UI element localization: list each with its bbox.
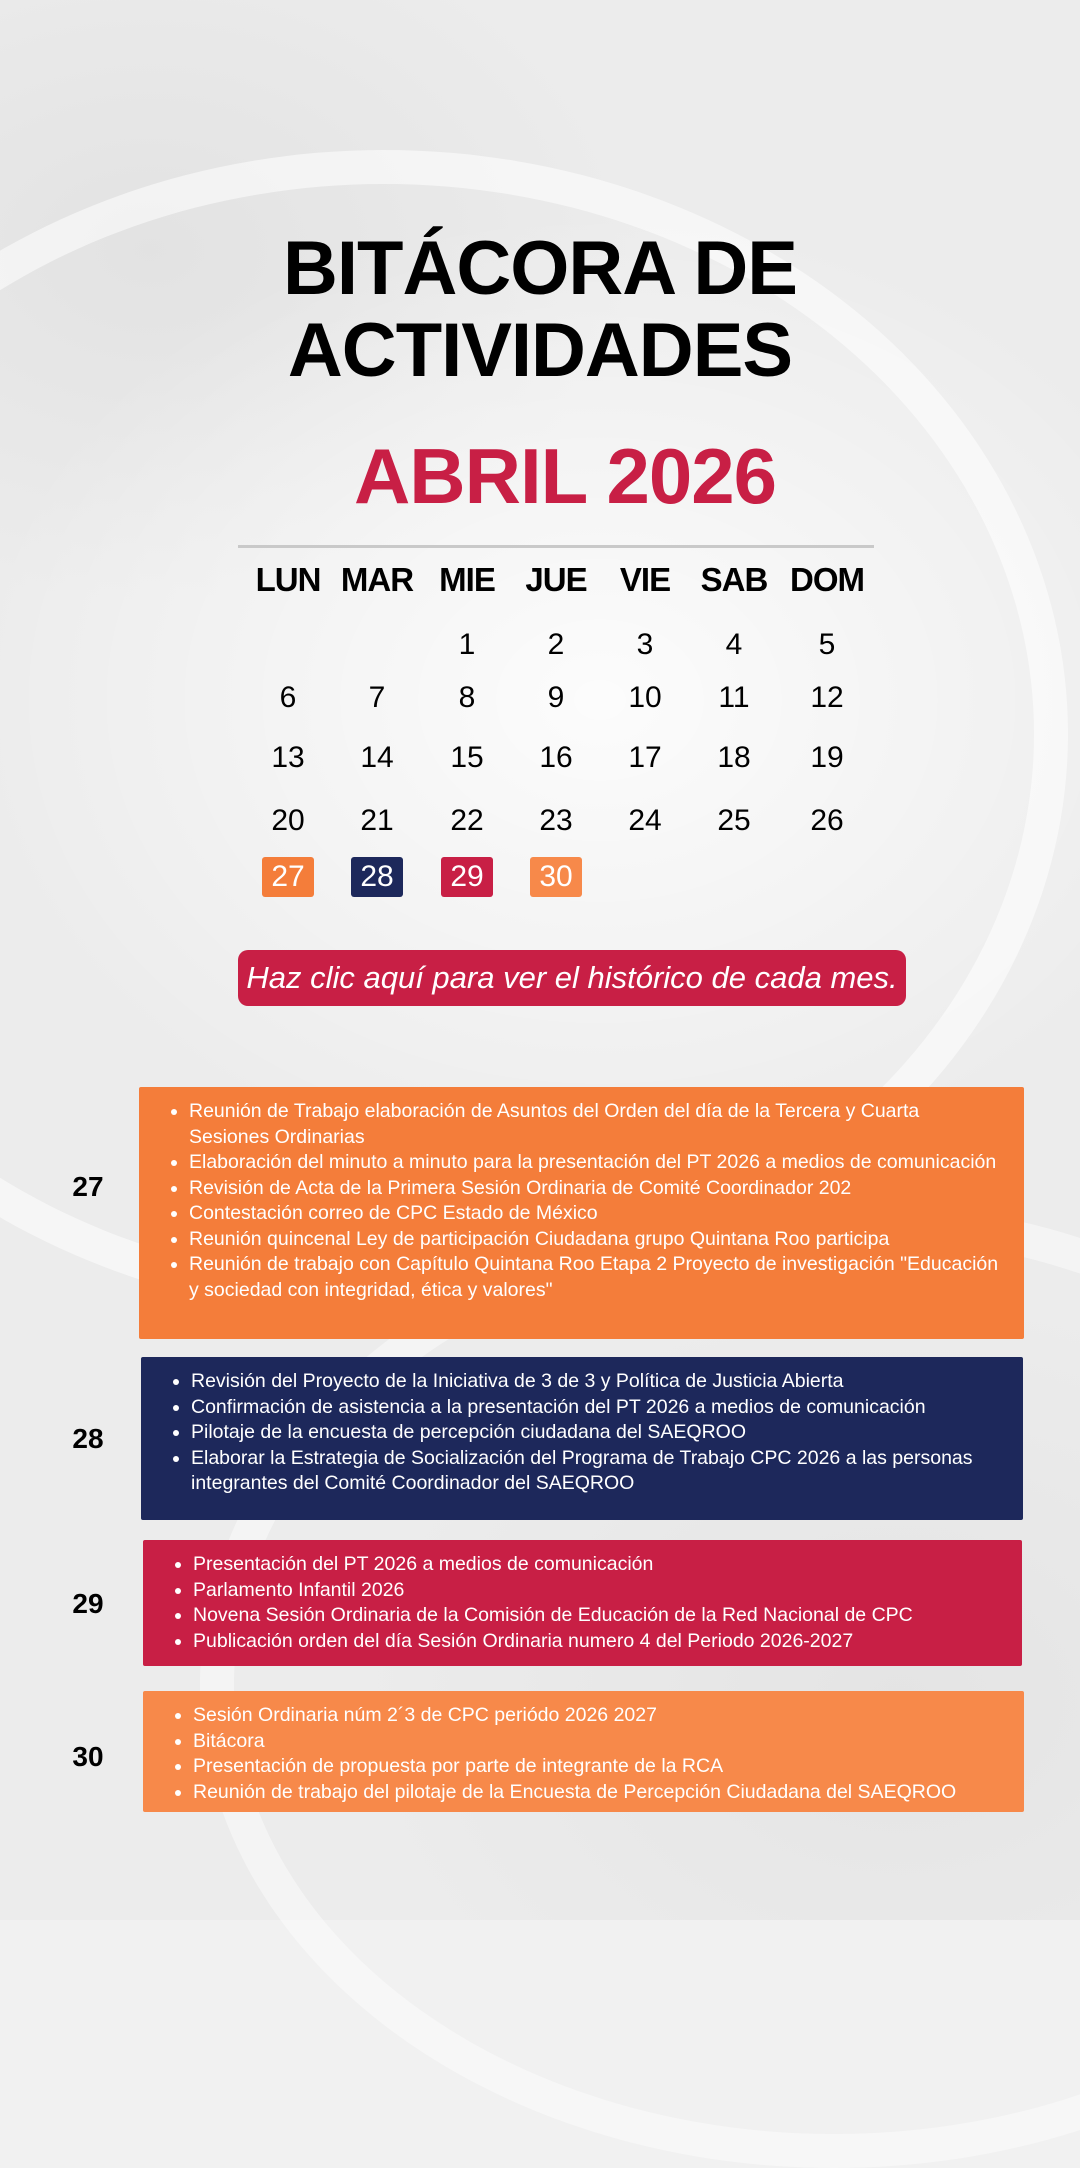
- activity-item: • Pilotaje de la encuesta de percepción ciudadana del SAEQROO: [191, 1420, 1003, 1446]
- activity-card: [143, 1691, 1024, 1812]
- activity-list: [173, 1703, 1004, 1805]
- activity-day-number: 29: [72, 1588, 104, 1619]
- calendar-day: 15: [450, 741, 484, 774]
- weekday-header: MAR: [340, 561, 414, 598]
- calendar-day: 16: [539, 741, 573, 774]
- activity-list: [173, 1552, 1002, 1654]
- calendar-divider: [238, 545, 874, 548]
- calendar-day: 25: [717, 804, 751, 837]
- calendar-day: 21: [360, 804, 394, 837]
- activity-item: • Sesión Ordinaria núm 2´3 de CPC periódo 2026 2027: [193, 1703, 1004, 1729]
- activity-item: • Reunión de trabajo con Capítulo Quintana Roo Etapa 2 Proyecto de investigación "Educación y sociedad con integridad, ética y valores": [189, 1252, 1004, 1303]
- weekday-header: DOM: [790, 561, 864, 598]
- activity-item: • Revisión del Proyecto de la Iniciativa de 3 de 3 y Política de Justicia Abierta: [191, 1369, 1003, 1395]
- calendar-day: 9: [547, 681, 565, 714]
- calendar-day-highlighted[interactable]: 30: [530, 857, 582, 897]
- activity-item: • Elaborar la Estrategia de Socialización del Programa de Trabajo CPC 2026 a las personas integrantes del Comité Coordinador del SAEQROO: [191, 1446, 1003, 1497]
- calendar-day-highlighted[interactable]: 28: [351, 857, 403, 897]
- calendar-day: 4: [725, 628, 743, 661]
- activity-list: [169, 1099, 1004, 1303]
- calendar-day: 6: [279, 681, 297, 714]
- month-heading: ABRIL 2026: [353, 432, 777, 520]
- calendar-day: 13: [271, 741, 305, 774]
- calendar-day: 2: [547, 628, 565, 661]
- calendar-day: 8: [458, 681, 476, 714]
- calendar-day: 10: [628, 681, 662, 714]
- weekday-header: LUN: [255, 561, 321, 598]
- activity-item: • Confirmación de asistencia a la presentación del PT 2026 a medios de comunicación: [191, 1395, 1003, 1421]
- calendar-day: 14: [360, 741, 394, 774]
- calendar-day: 7: [368, 681, 386, 714]
- activity-card: [143, 1540, 1022, 1666]
- calendar-day: 26: [810, 804, 844, 837]
- activity-item: • Parlamento Infantil 2026: [193, 1578, 1002, 1604]
- activity-item: • Elaboración del minuto a minuto para la presentación del PT 2026 a medios de comunicación: [189, 1150, 1004, 1176]
- calendar-day: 20: [271, 804, 305, 837]
- activity-list: [171, 1369, 1003, 1497]
- calendar-day: 1: [458, 628, 476, 661]
- calendar-day-highlighted[interactable]: 27: [262, 857, 314, 897]
- weekday-header: SAB: [700, 561, 768, 598]
- weekday-header: MIE: [439, 561, 495, 598]
- calendar-day: 12: [810, 681, 844, 714]
- activity-item: • Bitácora: [193, 1729, 1004, 1755]
- activity-item: • Contestación correo de CPC Estado de México: [189, 1201, 1004, 1227]
- activity-day-number: 30: [72, 1741, 104, 1772]
- page-title: [0, 228, 1080, 392]
- activity-item: • Presentación de propuesta por parte de integrante de la RCA: [193, 1754, 1004, 1780]
- calendar-day: 3: [636, 628, 654, 661]
- calendar-day: 18: [717, 741, 751, 774]
- background-swoosh: [200, 1200, 1080, 2168]
- weekday-header: JUE: [525, 561, 587, 598]
- activity-day-number: 27: [72, 1171, 104, 1202]
- activity-item: • Revisión de Acta de la Primera Sesión Ordinaria de Comité Coordinador 202: [189, 1176, 1004, 1202]
- activity-card: [139, 1087, 1024, 1339]
- activity-item: • Novena Sesión Ordinaria de la Comisión de Educación de la Red Nacional de CPC: [193, 1603, 1002, 1629]
- activity-item: • Reunión quincenal Ley de participación Ciudadana grupo Quintana Roo participa: [189, 1227, 1004, 1253]
- history-link-button[interactable]: Haz clic aquí para ver el histórico de cada mes.: [238, 950, 906, 1006]
- weekday-header: VIE: [619, 561, 671, 598]
- activity-item: • Presentación del PT 2026 a medios de comunicación: [193, 1552, 1002, 1578]
- activity-item: • Publicación orden del día Sesión Ordinaria numero 4 del Periodo 2026-2027: [193, 1629, 1002, 1655]
- calendar-day: 11: [718, 681, 750, 714]
- activity-card: [141, 1357, 1023, 1520]
- title-line-1: BITÁCORA DE: [283, 226, 797, 311]
- calendar-day: 22: [450, 804, 484, 837]
- activity-item: • Reunión de trabajo del pilotaje de la Encuesta de Percepción Ciudadana del SAEQROO: [193, 1780, 1004, 1806]
- activity-item: • Reunión de Trabajo elaboración de Asuntos del Orden del día de la Tercera y Cuarta Sesiones Ordinarias: [189, 1099, 1004, 1150]
- title-line-2: ACTIVIDADES: [287, 308, 793, 393]
- activity-day-number: 28: [72, 1423, 104, 1454]
- calendar-day: 17: [628, 741, 662, 774]
- calendar-day: 24: [628, 804, 662, 837]
- calendar-day: 23: [539, 804, 573, 837]
- calendar-day-highlighted[interactable]: 29: [441, 857, 493, 897]
- calendar-day: 5: [818, 628, 836, 661]
- calendar-day: 19: [810, 741, 844, 774]
